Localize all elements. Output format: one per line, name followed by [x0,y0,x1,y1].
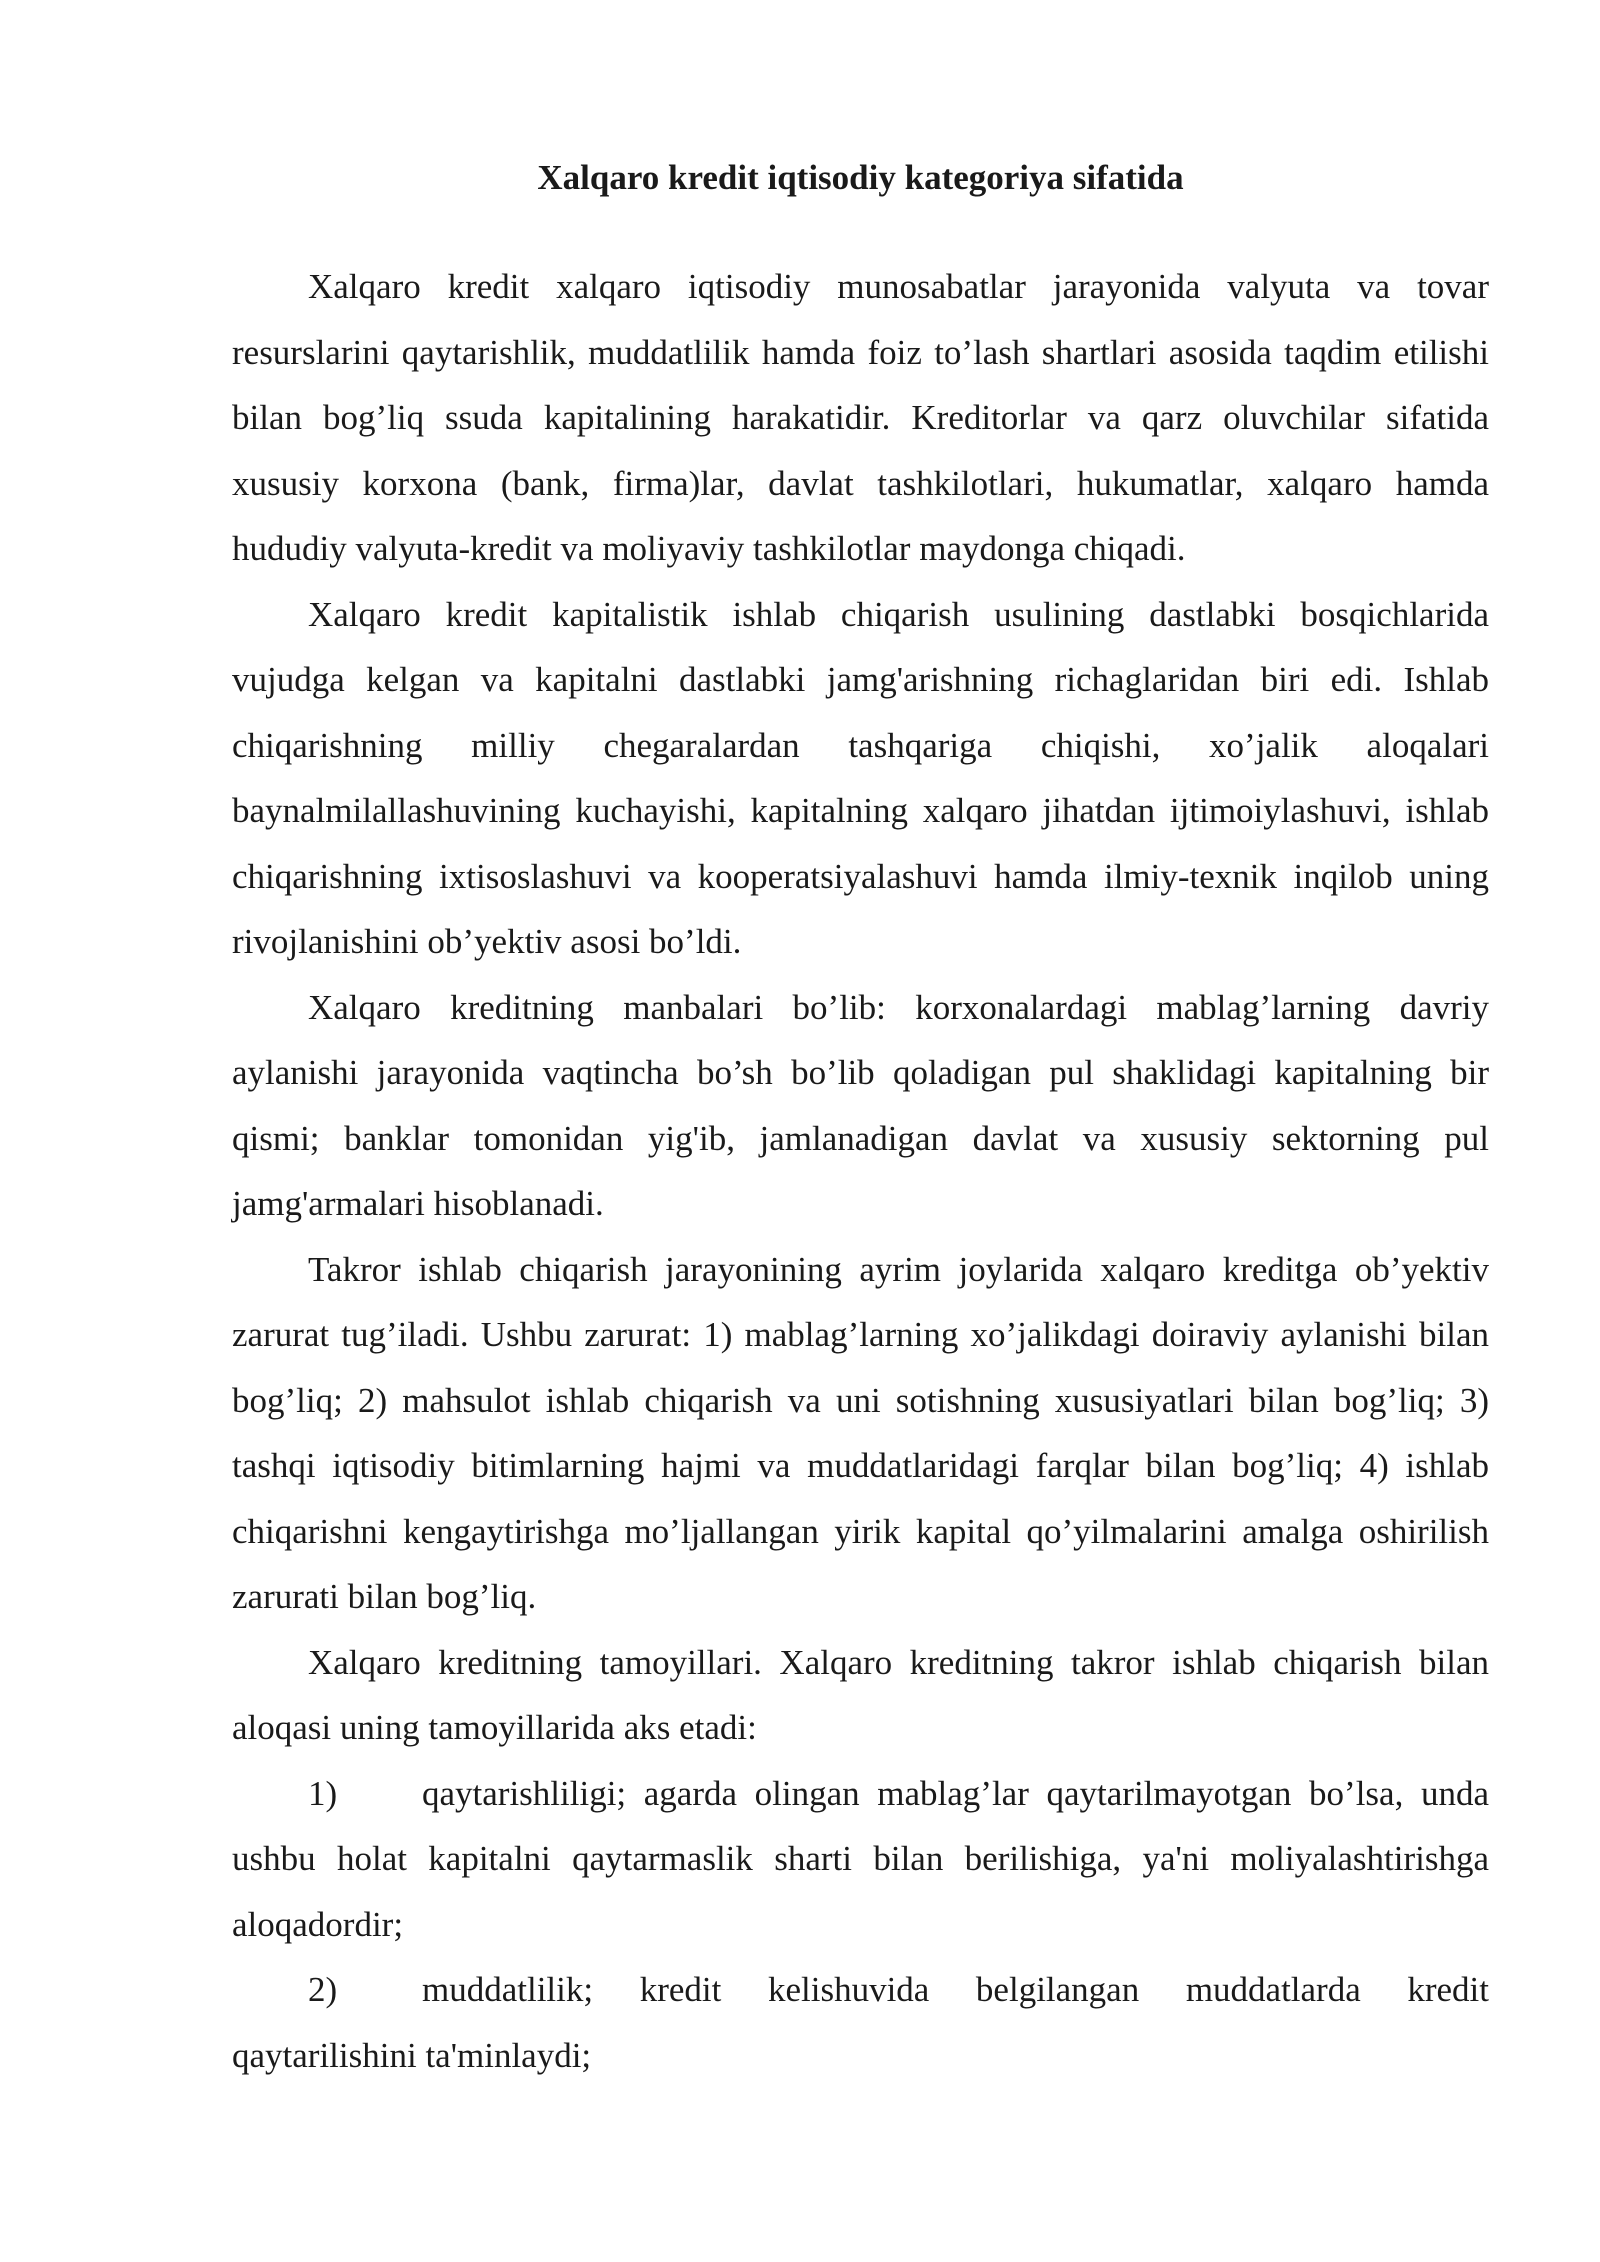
paragraph-sources: Xalqaro kreditning manbalari bo’lib: korxonalardagi mablag’larning davriy aylanishi jarayonida vaqtincha bo’sh bo’lib qoladigan pul shaklidagi kapitalning bir qismi; banklar tomonidan yig'ib, jamlanadigan davlat va xususiy sektorning pul jamg'armalari hisoblanadi. [232,987,1489,1223]
paragraph-principles: Xalqaro kreditning tamoyillari. Xalqaro kreditning takror ishlab chiqarish bilan aloqasi uning tamoyillarida aks etadi: [232,1642,1489,1747]
list-item-repayment [232,1761,1489,1958]
document-body [232,154,1489,2088]
list-item-term [232,1957,1489,2088]
paragraph-necessity: Takror ishlab chiqarish jarayonining ayrim joylarida xalqaro kreditga ob’yektiv zarurat tug’iladi. Ushbu zarurat: 1) mablag’larning xo’jalikdagi doiraviy aylanishi bilan bog’liq; 2) mahsulot ishlab chiqarish va uni sotishning xususiyatlari bilan bog’liq; 3) tashqi iqtisodiy bitimlarning hajmi va muddatlaridagi farqlar bilan bog’liq; 4) ishlab chiqarishni kengaytirishga mo’ljallangan yirik kapital qo’yilmalarini amalga oshirilish zarurati bilan bog’liq. [232,1249,1489,1616]
list-number: 1) [308,1773,338,1813]
list-item-text: qaytarishliligi; agarda olingan mablag’lar qaytarilmayotgan bo’lsa, unda ushbu holat kapitalni qaytarmaslik sharti bilan berilishiga, ya'ni moliyalashtirishga aloqadordir; [232,1773,1489,1944]
list-number: 2) [308,1970,338,2009]
document-title: Xalqaro kredit iqtisodiy kategoriya sifatida [537,158,1184,197]
paragraph-history: Xalqaro kredit kapitalistik ishlab chiqarish usulining dastlabki bosqichlarida vujudga kelgan va kapitalni dastlabki jamg'arishning richaglaridan biri edi. Ishlab chiqarishning milliy chegaralardan tashqariga chiqishi, xo’jalik aloqalari baynalmilallashuvining kuchayishi, kapitalning xalqaro jihatdan ijtimoiylashuvi, ishlab chiqarishning ixtisoslashuvi va kooperatsiyalashuvi hamda ilmiy-texnik inqilob uning rivojlanishini ob’yektiv asosi bo’ldi. [232,594,1489,961]
paragraph-definition: Xalqaro kredit xalqaro iqtisodiy munosabatlar jarayonida valyuta va tovar resurslarini qaytarishlik, muddatlilik hamda foiz to’lash shartlari asosida taqdim etilishi bilan bog’liq ssuda kapitalining harakatidir. Kreditorlar va qarz oluvchilar sifatida xususiy korxona (bank, firma)lar, davlat tashkilotlari, hukumatlar, xalqaro hamda hududiy valyuta-kredit va moliyaviy tashkilotlar maydonga chiqadi. [232,267,1489,568]
list-item-text: muddatlilik; kredit kelishuvida belgilangan muddatlarda kredit qaytarilishini ta'minlaydi; [232,1970,1489,2075]
